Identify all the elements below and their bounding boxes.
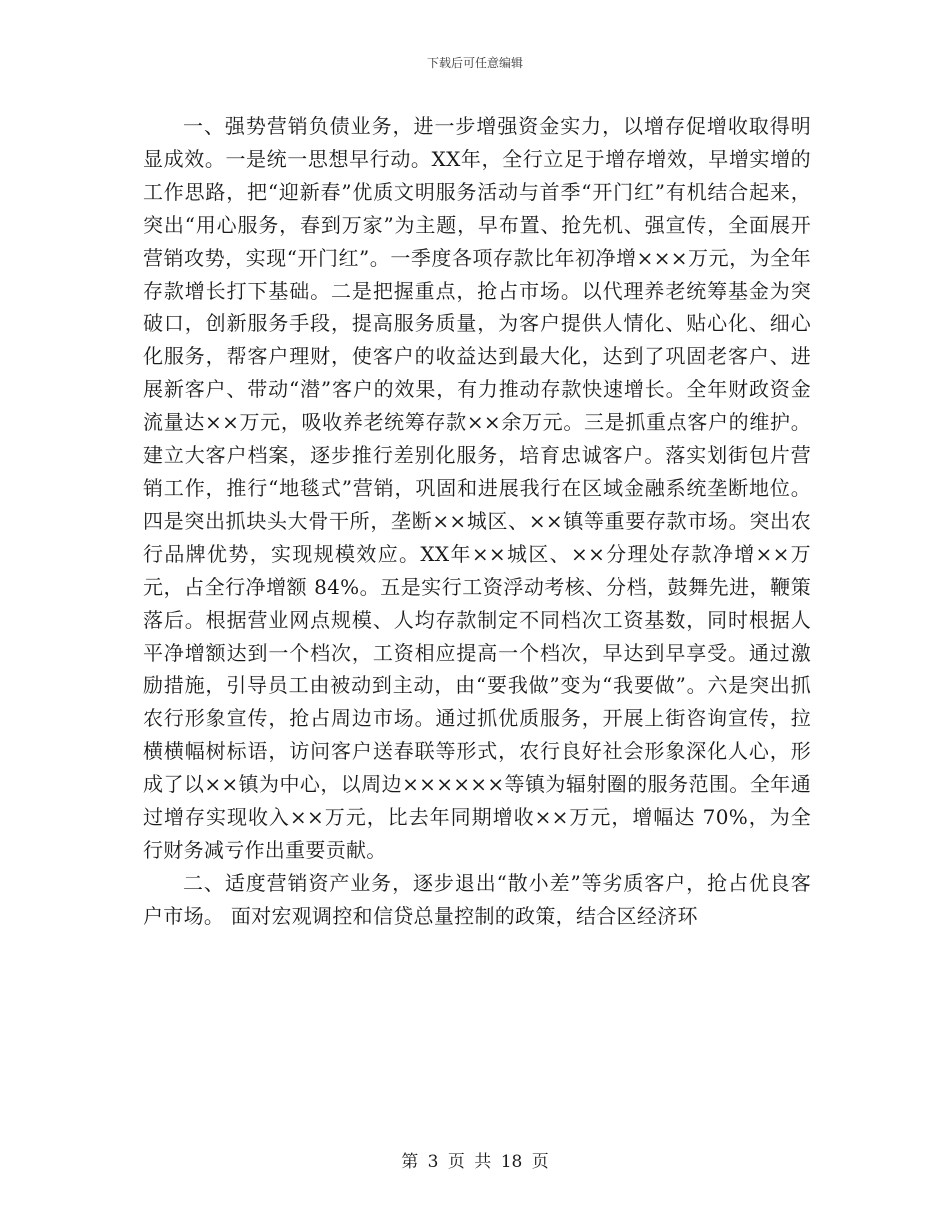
page-header-note: 下载后可任意编辑 <box>426 56 523 70</box>
paragraph-1: 一、强势营销负债业务，进一步增强资金实力，以增存促增收取得明显成效。一是统一思想早行动。XX年，全行立足于增存增效，早增实增的工作思路，把“迎新春”优质文明服务活动与首季“开门红”有机结合起来，突出“用心服务，春到万家”为主题，早布置、抢先机、强宣传，全面展开营销攻势，实现“开门红”。一季度各项存款比年初净增×××万元，为全年存款增长打下基础。二是把握重点，抢占市场。以代理养老统筹基金为突破口，创新服务手段，提高服务质量，为客户提供人情化、贴心化、细心化服务，帮客户理财，使客户的收益达到最大化，达到了巩固老客户、进展新客户、带动“潜”客户的效果，有力推动存款快速增长。全年财政资金流量达××万元，吸收养老统筹存款××余万元。三是抓重点客户的维护。建立大客户档案，逐步推行差别化服务，培育忠诚客户。落实划街包片营销工作，推行“地毯式”营销，巩固和进展我行在区域金融系统垄断地位。四是突出抓块头大骨干所，垄断××城区、××镇等重要存款市场。突出农行品牌优势，实现规模效应。XX年××城区、××分理处存款净增××万元，占全行净增额 84%。五是实行工资浮动考核、分档，鼓舞先进，鞭策落后。根据营业网点规模、人均存款制定不同档次工资基数，同时根据人平净增额达到一个档次，工资相应提高一个档次，早达到早享受。通过激励措施，引导员工由被动到主动，由“要我做”变为“我要做”。六是突出抓农行形象宣传，抢占周边市场。通过抓优质服务，开展上街咨询宣传，拉横横幅树标语，访问客户送春联等形式，农行良好社会形象深化人心，形成了以××镇为中心，以周边××××××等镇为辐射圈的服务范围。全年通过增存实现收入××万元，比去年同期增收××万元，增幅达 70%，为全行财务减亏作出重要贡献。 <box>143 114 811 862</box>
paragraph-2: 二、适度营销资产业务，逐步退出“散小差”等劣质客户，抢占优良客户市场。 面对宏观调控和信贷总量控制的政策，结合区经济环 <box>143 870 811 928</box>
page-number: 第 3 页 共 18 页 <box>401 1152 549 1172</box>
document-body <box>143 110 811 933</box>
